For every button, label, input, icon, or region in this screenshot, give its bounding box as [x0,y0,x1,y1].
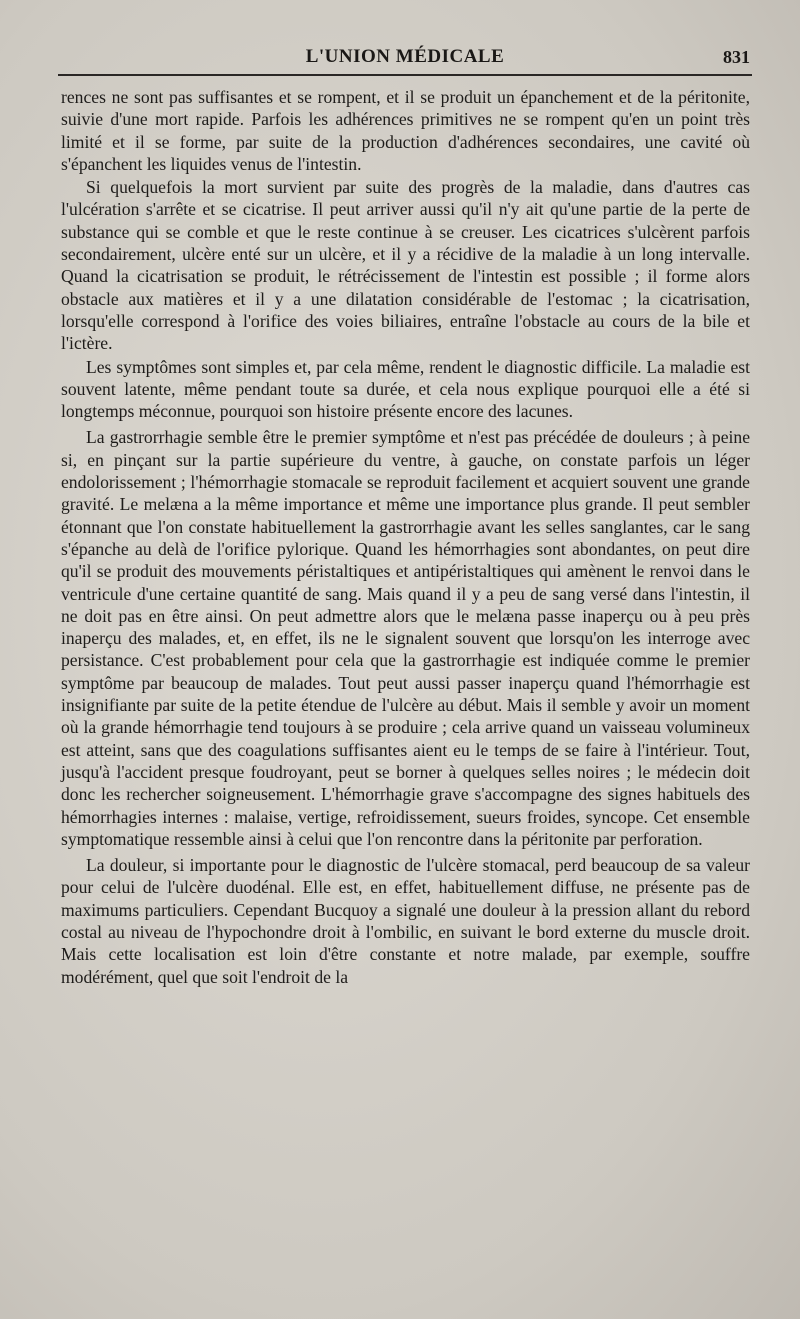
paragraph-3: Les symptômes sont simples et, par cela même, rendent le diagnostic difficile. La maladie est souvent latente, même pendant toute sa durée, et cela nous explique pourquoi elle a été si longtemps méconnue, pourquoi son histoire présente encore des lacunes. [61,356,750,422]
paragraph-4: La gastrorrhagie semble être le premier symptôme et n'est pas précédée de douleurs ; à peine si, en pinçant sur la partie supérieure du ventre, à gauche, on constate parfois un léger endolorissement ; l'hémorrhagie stomacale se reproduit facilement et acquiert souvent une grande gravité. Le melæna a la même importance et même une importance plus grande. Il peut sembler étonnant que l'on constate habituellement la gastrorrhagie avant les selles sanglantes, car le sang s'épanche au delà de l'orifice pylorique. Quand les hémorrhagies sont abondantes, on peut dire qu'il se produit des mouvements péristaltiques et antipéristaltiques qui amènent le renvoi dans le ventricule d'une certaine quantité de sang. Mais quand il y a peu de sang versé dans l'intestin, il ne doit pas en être ainsi. On peut admettre alors que le melæna passe inaperçu ou à peu près inaperçu des malades, et, en effet, ils ne le signalent souvent que lorsqu'on les interroge avec persistance. C'est probablement pour cela que la gastrorrhagie est indiquée comme le premier symptôme par beaucoup de malades. Tout peut aussi passer inaperçu quand l'hémorrhagie est insignifiante par suite de la petite étendue de l'ulcère au début. Mais il semble y avoir un moment où la grande hémorrhagie tend toujours à se produire ; cela arrive quand un vaisseau volumineux est atteint, sans que des coagulations suffisantes aient eu le temps de se faire à l'intérieur. Tout, jusqu'à l'accident presque foudroyant, peut se borner à quelques selles noires ; le médecin doit donc les rechercher soigneusement. L'hémorrhagie grave s'accompagne des signes habituels des hémorrhagies internes : malaise, vertige, refroidissement, sueurs froides, syncope. Cet ensemble symptomatique ressemble ainsi à celui que l'on rencontre dans la péritonite par perforation. [61,427,750,849]
header-rule [58,74,752,76]
paragraph-1: rences ne sont pas suffisantes et se rompent, et il se produit un épanchement et de la péritonite, suivie d'une mort rapide. Parfois les adhérences primitives ne se rompent qu'en un point très limité et il se forme, par suite de la production d'adhérences secondaires, une cavité où s'épanchent les liquides venus de l'intestin. [61,87,750,174]
paragraph-5: La douleur, si importante pour le diagnostic de l'ulcère stomacal, perd beaucoup de sa valeur pour celui de l'ulcère duodénal. Elle est, en effet, habituellement diffuse, ne présente pas de maximums particuliers. Cependant Bucquoy a signalé une douleur à la pression allant du rebord costal au niveau de l'hypochondre droit à l'ombilic, en suivant le bord externe du muscle droit. Mais cette localisation est loin d'être constante et notre malade, par exemple, souffre modérément, quel que soit l'endroit de la [61,855,750,987]
page-number: 831 [723,47,750,67]
paragraph-2: Si quelquefois la mort survient par suite des progrès de la maladie, dans d'autres cas l'ulcération s'arrête et se cicatrise. Il peut arriver aussi qu'il n'y ait qu'une partie de la perte de substance qui se comble et que le reste continue à se creuser. Les cicatrices s'ulcèrent parfois secondairement, ulcère enté sur un ulcère, et il y a récidive de la maladie à un long intervalle. Quand la cicatrisation se produit, le rétrécissement de l'intestin est possible ; il forme alors obstacle aux matières et il y a une dilatation considérable de l'estomac ; la cicatrisation, lorsqu'elle correspond à l'orifice des voies biliaires, entraîne l'obstacle au cours de la bile et l'ictère. [61,177,750,354]
running-title: L'UNION MÉDICALE [305,46,505,67]
article-body [61,86,750,988]
page-header [60,46,750,76]
